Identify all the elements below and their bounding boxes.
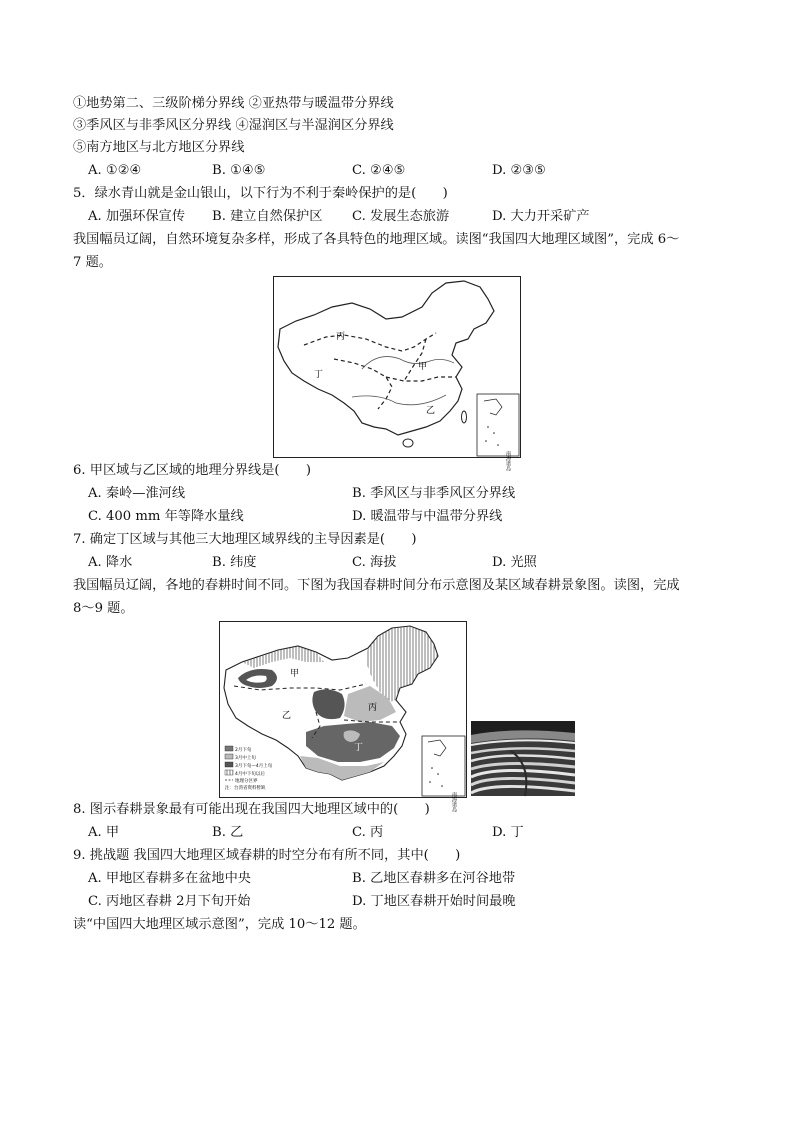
q6-option-a: A. 秦岭—淮河线 xyxy=(88,486,186,501)
q8-stem: 8. 图示春耕景象最有可能出现在我国四大地理区域中的( ) xyxy=(73,802,430,817)
map1-inset-note: 南海诸岛 xyxy=(505,451,511,471)
q9-option-a: A. 甲地区春耕多在盆地中央 xyxy=(88,871,251,886)
q9-option-c: C. 丙地区春耕 2月下旬开始 xyxy=(88,894,251,909)
map2-label-yi: 乙 xyxy=(282,711,292,721)
south-china-sea-inset xyxy=(477,394,519,456)
q6-stem: 6. 甲区域与乙区域的地理分界线是( ) xyxy=(73,463,312,478)
four-regions-map-svg xyxy=(274,277,520,471)
q5-option-b: B. 建立自然保护区 xyxy=(212,209,323,224)
intro-6-7-line-2: 7 题。 xyxy=(73,255,112,270)
china-outline xyxy=(278,281,494,435)
map2-legend xyxy=(225,746,273,791)
terrace-photo xyxy=(471,721,575,796)
intro-8-9-line-1: 我国幅员辽阔，各地的春耕时间不同。下图为我国春耕时间分布示意图及某区域春耕景象图。读图，完成 xyxy=(73,578,680,593)
q8-option-a: A. 甲 xyxy=(88,825,120,840)
legend-item-4: 4月中下旬以后 xyxy=(235,772,265,777)
q4-item-line-2: ③季风区与非季风区分界线 ④湿润区与半湿润区分界线 xyxy=(73,118,394,133)
q7-option-c: C. 海拔 xyxy=(352,555,397,570)
q6-option-c: C. 400 mm 年等降水量线 xyxy=(88,509,244,524)
q7-option-b: B. 纬度 xyxy=(212,555,257,570)
q6-option-b: B. 季风区与非季风区分界线 xyxy=(352,486,516,501)
spring-plowing-map xyxy=(219,621,467,812)
q9-stem: 9. 挑战题 我国四大地理区域春耕的时空分布有所不同，其中( ) xyxy=(73,848,461,863)
q4-item-line-1: ①地势第二、三级阶梯分界线 ②亚热带与暖温带分界线 xyxy=(73,96,394,111)
map1-label-bing: 丙 xyxy=(336,332,346,342)
yellow-river xyxy=(362,357,454,369)
q7-option-d: D. 光照 xyxy=(492,555,537,570)
q5-stem: 5．绿水青山就是金山银山，以下行为不利于秦岭保护的是( ) xyxy=(73,186,448,201)
q6-option-d: D. 暖温带与中温带分界线 xyxy=(352,509,503,524)
q8-option-d: D. 丁 xyxy=(492,825,524,840)
yangtze-river xyxy=(352,395,446,405)
intro-6-7-line-1: 我国幅员辽阔，自然环境复杂多样，形成了各具特色的地理区域。读图“我国四大地理区域图”，完成 6～ xyxy=(73,232,680,247)
map2-label-ding: 丁 xyxy=(354,743,364,753)
map1-label-jia: 甲 xyxy=(418,362,428,372)
boundary-east xyxy=(404,339,426,381)
boundary-northwest xyxy=(304,333,436,351)
legend-item-5: 地理分区界 xyxy=(235,779,258,784)
q5-option-d: D. 大力开采矿产 xyxy=(492,209,590,224)
map2-label-bing: 丙 xyxy=(368,703,378,713)
map1-label-yi: 乙 xyxy=(426,406,436,416)
intro-10-12: 读“中国四大地理区域示意图”，完成 10～12 题。 xyxy=(73,917,366,932)
q5-option-a: A. 加强环保宣传 xyxy=(88,209,186,224)
q4-option-a: A. ①②④ xyxy=(88,163,142,178)
q7-option-a: A. 降水 xyxy=(88,555,133,570)
q8-option-c: C. 丙 xyxy=(352,825,384,840)
legend-item-6: 注：台湾省资料暂缺 xyxy=(225,786,266,791)
q8-option-b: B. 乙 xyxy=(212,825,244,840)
spring-plowing-map-svg xyxy=(220,622,466,812)
q9-option-d: D. 丁地区春耕开始时间最晚 xyxy=(352,894,516,909)
q5-option-c: C. 发展生态旅游 xyxy=(352,209,450,224)
q4-item-line-3: ⑤南方地区与北方地区分界线 xyxy=(73,140,245,155)
q7-stem: 7. 确定丁区域与其他三大地理区域界线的主导因素是( ) xyxy=(73,532,417,547)
legend-item-2: 3月中上旬 xyxy=(235,756,256,761)
q9-option-b: B. 乙地区春耕多在河谷地带 xyxy=(352,871,516,886)
legend-item-1: 2月下旬 xyxy=(235,748,252,753)
boundary-qinling xyxy=(386,377,456,381)
q4-option-b: B. ①④⑤ xyxy=(212,163,266,178)
map2-label-jia: 甲 xyxy=(290,669,300,679)
map2-inset-note: 南海诸岛 xyxy=(451,792,457,812)
four-regions-map xyxy=(273,276,521,471)
q4-option-c: C. ②④⑤ xyxy=(352,163,406,178)
legend-item-3: 3月下旬—4月上旬 xyxy=(235,764,273,769)
intro-8-9-line-2: 8～9 题。 xyxy=(73,601,134,616)
map1-label-ding: 丁 xyxy=(314,370,324,380)
q4-option-d: D. ②③⑤ xyxy=(492,163,546,178)
terrace-photo-svg xyxy=(471,721,575,796)
